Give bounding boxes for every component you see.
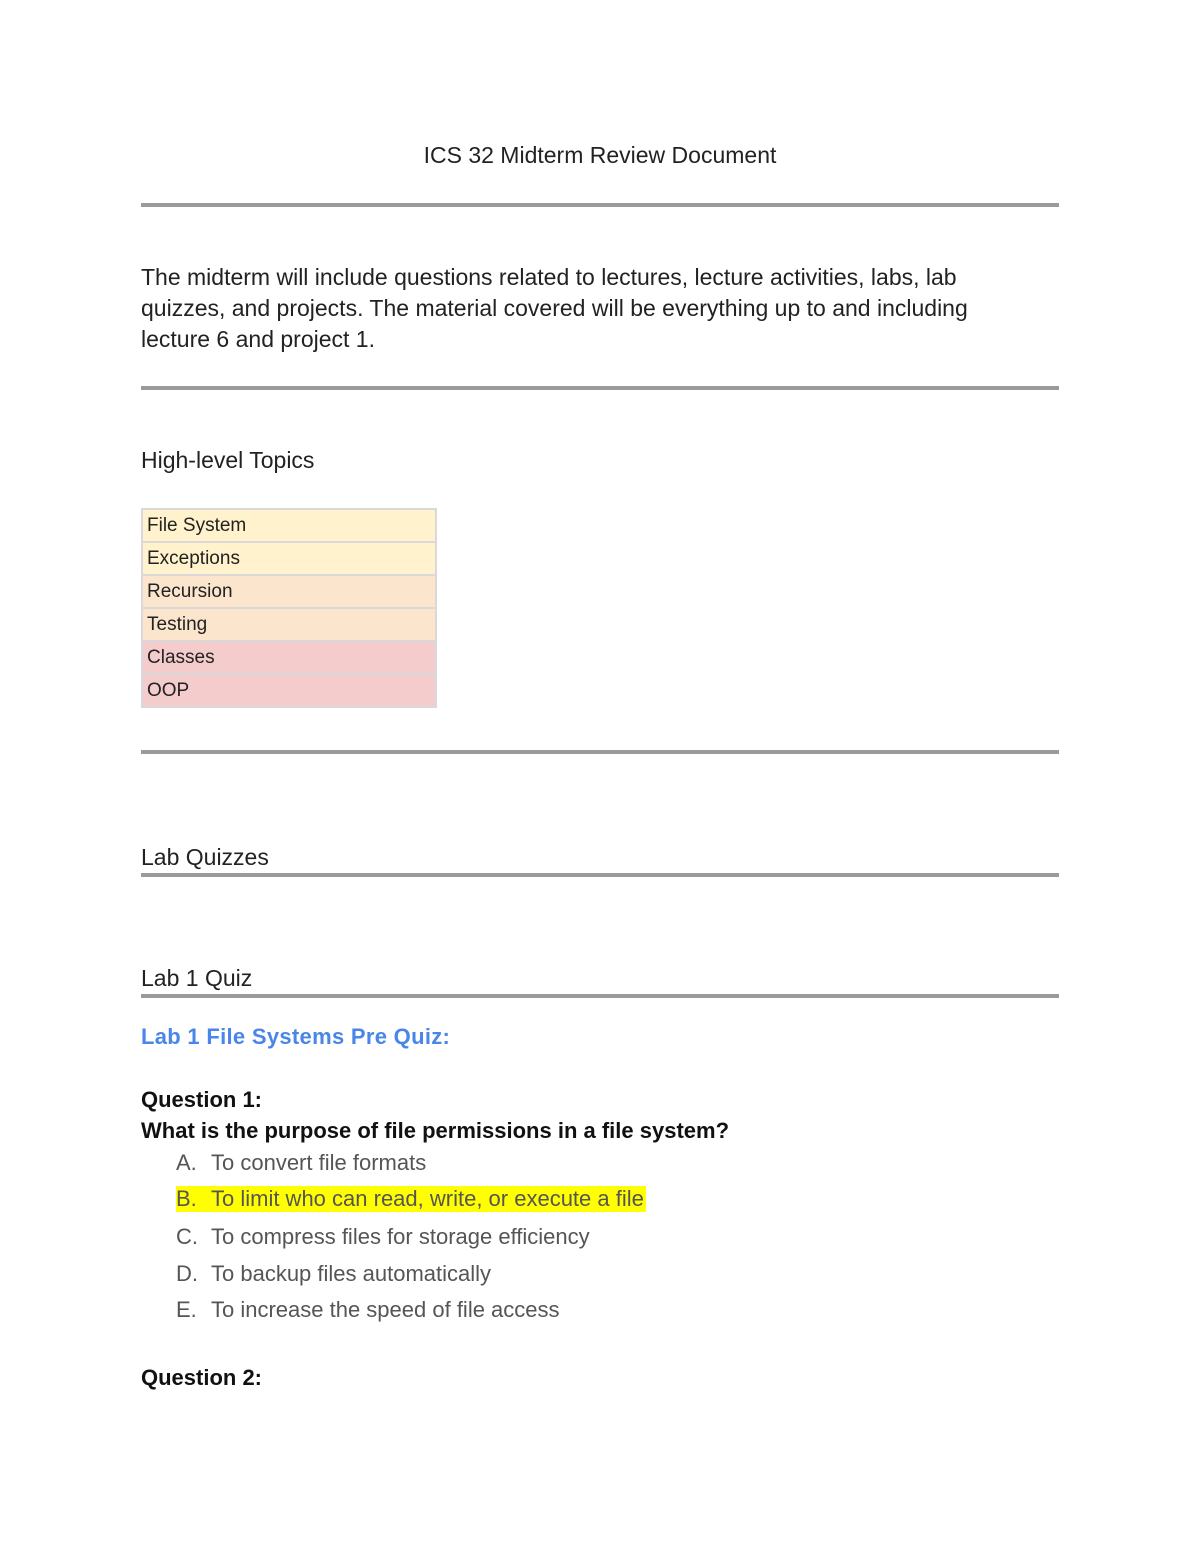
option-text: To convert file formats: [211, 1150, 427, 1175]
topics-table: [141, 508, 437, 708]
divider: [141, 994, 1059, 998]
option-letter: E.: [176, 1297, 197, 1322]
quiz-title: Lab 1 File Systems Pre Quiz:: [141, 1024, 451, 1049]
table-row: [142, 542, 436, 575]
divider: [141, 750, 1059, 754]
option-letter: C.: [176, 1224, 198, 1249]
topic-cell: Classes: [142, 641, 436, 674]
divider: [141, 203, 1059, 207]
document-title: ICS 32 Midterm Review Document: [423, 142, 777, 168]
table-row: [142, 575, 436, 608]
topic-cell: Recursion: [142, 575, 436, 608]
topic-cell: OOP: [142, 674, 436, 707]
option-text: To compress files for storage efficiency: [211, 1224, 590, 1249]
option-a: [176, 1150, 426, 1176]
intro-paragraph: The midterm will include questions related to lectures, lecture activities, labs, lab quizzes, and projects. The material covered will be everything up to and including lecture 6 and project 1.: [141, 264, 968, 352]
option-letter: B.: [176, 1186, 197, 1211]
question-2-label: Question 2:: [141, 1365, 263, 1390]
question-1-text: What is the purpose of file permissions in a file system?: [141, 1118, 730, 1143]
table-row: [142, 509, 436, 542]
option-b: [176, 1186, 646, 1212]
divider: [141, 873, 1059, 877]
table-row: [142, 608, 436, 641]
table-row: [142, 641, 436, 674]
lab-quizzes-heading: Lab Quizzes: [141, 844, 269, 870]
divider: [141, 386, 1059, 390]
option-letter: A.: [176, 1150, 197, 1175]
table-row: [142, 674, 436, 707]
option-c: [176, 1224, 590, 1250]
option-letter: D.: [176, 1261, 198, 1286]
option-d: [176, 1261, 491, 1287]
topic-cell: Exceptions: [142, 542, 436, 575]
topic-cell: File System: [142, 509, 436, 542]
question-1-label: Question 1:: [141, 1087, 263, 1112]
option-text: To increase the speed of file access: [211, 1297, 560, 1322]
option-e: [176, 1297, 560, 1323]
high-level-topics-heading: High-level Topics: [141, 447, 315, 473]
option-text: To limit who can read, write, or execute a file: [211, 1186, 644, 1211]
topic-cell: Testing: [142, 608, 436, 641]
lab1-quiz-heading: Lab 1 Quiz: [141, 965, 253, 991]
option-text: To backup files automatically: [211, 1261, 492, 1286]
